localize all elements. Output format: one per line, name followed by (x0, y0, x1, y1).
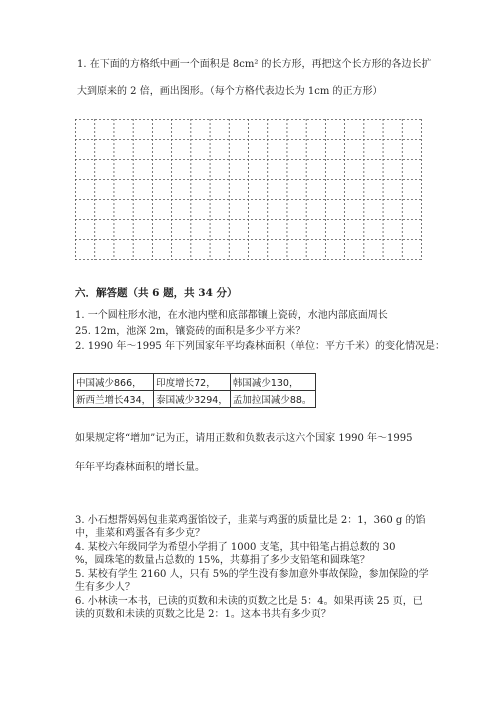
q1-line1: 1. 在下面的方格纸中画一个面积是 8cm² 的长方形，再把这个长方形的各边长扩 (77, 59, 432, 70)
table-cell: 孟加拉国减少88。 (230, 391, 315, 408)
table-cell: 印度增长72， (154, 374, 231, 391)
p1-line2: 25. 12m，池深 2m，镶瓷砖的面积是多少平方米？ (75, 326, 306, 337)
p3-line2: 中，韭菜和鸡蛋各有多少克？ (75, 528, 205, 539)
table-cell: 泰国减少3294， (154, 391, 231, 408)
p1-line1: 1. 一个圆柱形水池，在水池内壁和底部都镶上瓷砖，水池内部底面周长 (75, 310, 388, 321)
p6-line2: 读的页数和未读的页数之比是 2：1。这本书共有多少页？ (75, 609, 331, 620)
p5-line1: 5. 某校有学生 2160 人，只有 5%的学生没有参加意外事故保险，参加保险的学 (75, 569, 429, 580)
table-cell: 新西兰增长434， (74, 391, 154, 408)
square-grid (75, 119, 422, 260)
p2-line1: 2. 1990 年～1995 年下列国家年平均森林面积（单位：平方千米）的变化情况是： (75, 341, 445, 352)
p5-line2: 生有多少人？ (75, 582, 135, 593)
p2-line2: 如果规定将“增加”记为正，请用正数和负数表示这六个国家 1990 年～1995 (75, 433, 413, 444)
p3-line1: 3. 小石想帮妈妈包韭菜鸡蛋馅饺子，韭菜与鸡蛋的质量比是 2：1，360 g 的馅 (75, 515, 426, 526)
table-cell: 中国减少866， (74, 374, 154, 391)
p6-line1: 6. 小林读一本书，已读的页数和未读的页数之比是 5：4。如果再读 25 页，已 (75, 596, 423, 607)
table-row (74, 374, 316, 391)
section-title: 六．解答题（共 6 题，共 34 分） (75, 287, 238, 299)
table-row (74, 391, 316, 408)
table-cell: 韩国减少130， (230, 374, 315, 391)
p4-line2: %，圆珠笔的数量占总数的 15%，共募捐了多少支铅笔和圆珠笔？ (75, 555, 370, 566)
forest-change-table (73, 373, 316, 408)
p4-line1: 4. 某校六年级同学为希望小学捐了 1000 支笔，其中铅笔占捐总数的 30 (75, 542, 396, 553)
q1-line2: 大到原来的 2 倍，画出图形。（每个方格代表边长为 1cm 的正方形） (77, 86, 383, 97)
p2-line3: 年年平均森林面积的增长量。 (75, 462, 205, 473)
